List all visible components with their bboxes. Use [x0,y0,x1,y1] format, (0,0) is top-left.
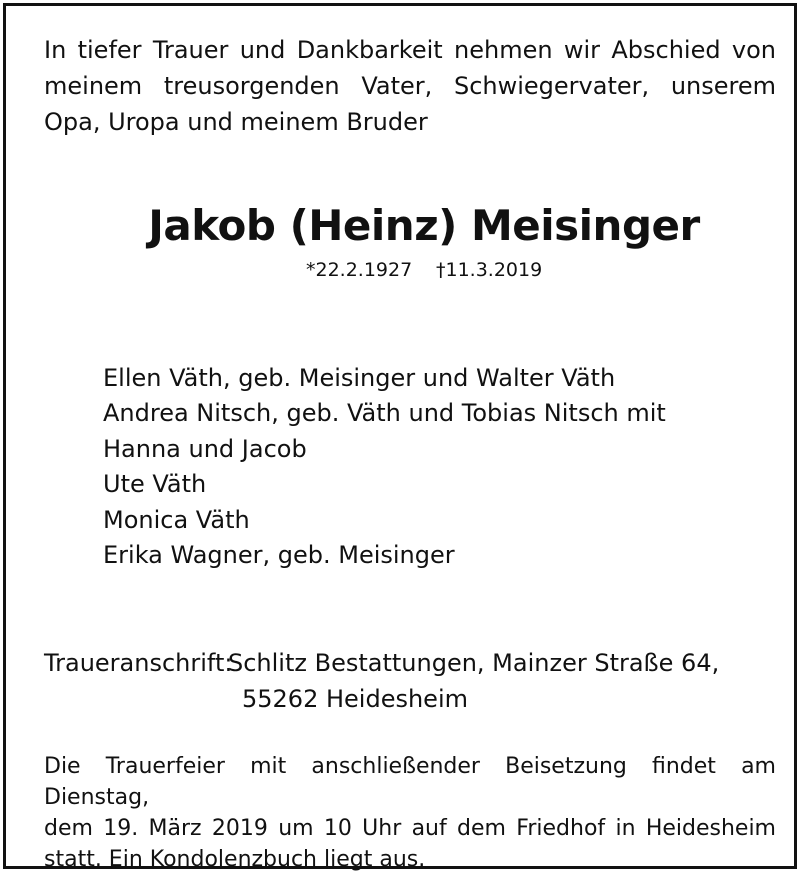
notice-line: Die Trauerfeier mit anschließender Beisetzung findet am Dienstag, [44,754,776,810]
intro-line: meinem treusorgenden Vater, Schwiegervater, unserem [44,72,776,100]
mourner-entry: Hanna und Jacob [103,434,307,463]
intro-line: Opa, Uropa und meinem Bruder [44,108,428,136]
address-line: 55262 Heidesheim [242,685,468,713]
death-date: †11.3.2019 [436,259,543,281]
address-line: Schlitz Bestattungen, Mainzer Straße 64, [228,649,720,677]
funeral-notice [44,751,776,875]
mourner-entry: Monica Väth [103,505,250,534]
address-label: Traueranschrift: [44,649,233,677]
intro-line: In tiefer Trauer und Dankbarkeit nehmen wir Abschied von [44,36,776,64]
deceased-name: Jakob (Heinz) Meisinger [148,201,700,250]
mourner-entry: Ellen Väth, geb. Meisinger und Walter Väth [103,364,616,392]
birth-date: *22.2.1927 [306,259,413,281]
notice-line: statt. Ein Kondolenzbuch liegt aus. [44,847,426,872]
mourner-entry: Andrea Nitsch, geb. Väth und Tobias Nitsch mit [103,399,666,428]
mourner-entry: Ute Väth [103,470,207,499]
mourners-list [103,361,666,573]
notice-line: dem 19. März 2019 um 10 Uhr auf dem Friedhof in Heidesheim [44,816,776,841]
mourner-entry: Erika Wagner, geb. Meisinger [103,541,455,570]
intro-text [44,32,776,140]
